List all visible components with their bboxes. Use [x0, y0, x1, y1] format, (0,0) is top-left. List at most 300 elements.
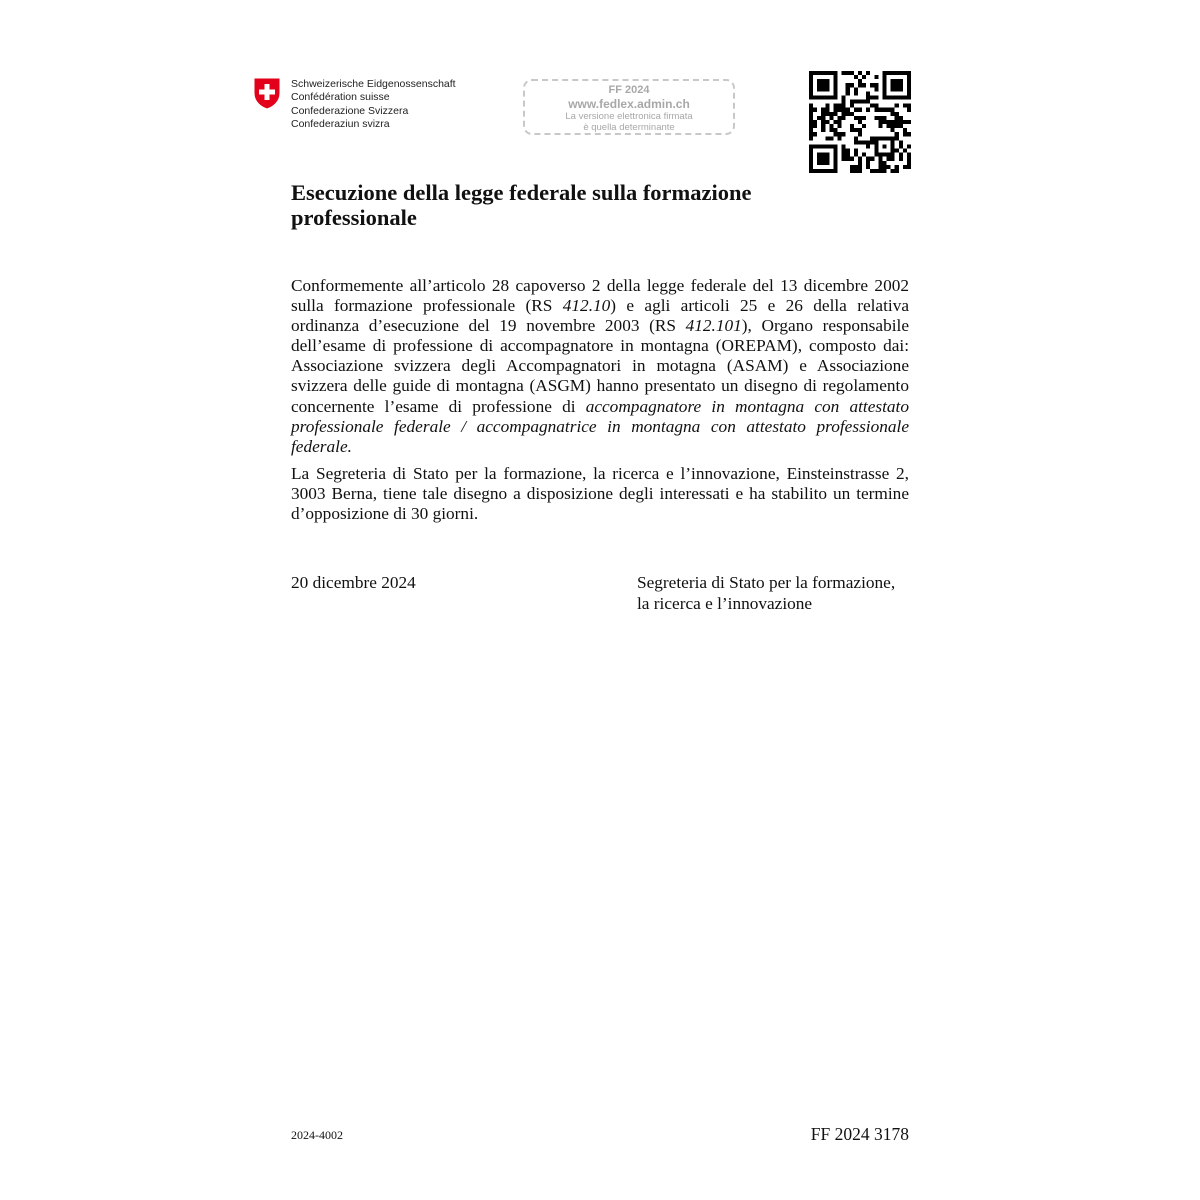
qr-module: [813, 71, 817, 75]
qr-module: [833, 104, 837, 108]
qr-module: [878, 116, 882, 120]
qr-module: [891, 108, 895, 112]
stamp-note-line2: è quella determinante: [583, 122, 675, 133]
qr-module: [817, 161, 821, 165]
qr-module: [833, 79, 837, 83]
qr-module: [817, 153, 821, 157]
qr-module: [809, 83, 813, 87]
qr-module: [882, 108, 886, 112]
qr-module: [866, 157, 870, 161]
qr-module: [821, 112, 825, 116]
qr-module: [895, 169, 899, 173]
paragraph-1: [291, 276, 909, 457]
title-line-1: Esecuzione della legge federale sulla formazione: [291, 180, 752, 205]
qr-module: [858, 100, 862, 104]
qr-module: [870, 95, 874, 99]
qr-module: [833, 144, 837, 148]
qr-module: [907, 144, 911, 148]
document-date: 20 dicembre 2024: [291, 573, 416, 592]
qr-module: [809, 116, 813, 120]
qr-module: [870, 104, 874, 108]
qr-module: [895, 149, 899, 153]
qr-module: [829, 128, 833, 132]
qr-module: [817, 157, 821, 161]
qr-module: [874, 104, 878, 108]
qr-module: [907, 95, 911, 99]
qr-module: [817, 116, 821, 120]
qr-module: [842, 100, 846, 104]
qr-module: [809, 144, 813, 148]
qr-module: [813, 108, 817, 112]
qr-module: [825, 87, 829, 91]
qr-module: [874, 83, 878, 87]
qr-module: [870, 83, 874, 87]
qr-module: [887, 124, 891, 128]
signature-block: [637, 573, 895, 614]
qr-module: [878, 120, 882, 124]
qr-module: [833, 169, 837, 173]
qr-module: [821, 120, 825, 124]
qr-module: [878, 124, 882, 128]
qr-module: [809, 87, 813, 91]
qr-module: [882, 153, 886, 157]
qr-module: [882, 79, 886, 83]
qr-module: [899, 124, 903, 128]
qr-module: [895, 87, 899, 91]
qr-module: [870, 140, 874, 144]
qr-module: [887, 136, 891, 140]
qr-module: [825, 169, 829, 173]
qr-module: [821, 108, 825, 112]
qr-module: [809, 169, 813, 173]
qr-module: [882, 136, 886, 140]
qr-module: [817, 83, 821, 87]
qr-module: [833, 95, 837, 99]
qr-module: [838, 132, 842, 136]
qr-module: [907, 104, 911, 108]
qr-module: [842, 149, 846, 153]
qr-module: [825, 120, 829, 124]
qr-module: [858, 161, 862, 165]
qr-module: [899, 153, 903, 157]
qr-module: [891, 169, 895, 173]
qr-module: [874, 169, 878, 173]
qr-module: [874, 87, 878, 91]
qr-module: [842, 157, 846, 161]
qr-module: [882, 83, 886, 87]
qr-module: [891, 153, 895, 157]
qr-module: [842, 116, 846, 120]
qr-module: [866, 165, 870, 169]
qr-module: [882, 87, 886, 91]
qr-module: [809, 79, 813, 83]
qr-module: [903, 71, 907, 75]
qr-module: [887, 165, 891, 169]
qr-module: [817, 71, 821, 75]
qr-module: [854, 100, 858, 104]
qr-module: [907, 83, 911, 87]
qr-module: [825, 95, 829, 99]
qr-module: [829, 116, 833, 120]
qr-module: [854, 165, 858, 169]
qr-module: [821, 124, 825, 128]
qr-module: [833, 153, 837, 157]
qr-module: [882, 91, 886, 95]
qr-module: [903, 132, 907, 136]
qr-module: [895, 79, 899, 83]
qr-module: [866, 161, 870, 165]
qr-module: [895, 136, 899, 140]
confederation-name-it: Confederazione Svizzera: [291, 104, 409, 117]
qr-module: [833, 132, 837, 136]
qr-module: [838, 116, 842, 120]
qr-module: [854, 169, 858, 173]
qr-module: [825, 157, 829, 161]
signature-line-1: Segreteria di Stato per la formazione,: [637, 573, 896, 592]
qr-module: [866, 140, 870, 144]
qr-module: [874, 116, 878, 120]
qr-module: [838, 108, 842, 112]
qr-module: [817, 95, 821, 99]
qr-module: [809, 136, 813, 140]
qr-module: [809, 108, 813, 112]
qr-module: [866, 95, 870, 99]
qr-module: [854, 128, 858, 132]
qr-module: [895, 112, 899, 116]
qr-module: [903, 165, 907, 169]
qr-module: [850, 165, 854, 169]
qr-module: [821, 157, 825, 161]
qr-module: [833, 161, 837, 165]
confederation-name-de: Schweizerische Eidgenossenschaft: [291, 78, 456, 90]
qr-module: [907, 132, 911, 136]
qr-module: [829, 95, 833, 99]
qr-module: [887, 153, 891, 157]
qr-module: [895, 120, 899, 124]
qr-module: [874, 144, 878, 148]
stamp-url: www.fedlex.admin.ch: [568, 97, 690, 111]
qr-module: [866, 71, 870, 75]
qr-module: [833, 108, 837, 112]
qr-module: [895, 116, 899, 120]
qr-module: [887, 108, 891, 112]
qr-module: [809, 71, 813, 75]
qr-module: [882, 161, 886, 165]
qr-module: [891, 144, 895, 148]
qr-module: [899, 71, 903, 75]
qr-module: [850, 169, 854, 173]
document-number: 2024-4002: [291, 1128, 343, 1142]
p1-text-b: ) e agli articoli 25 e 26 della relativa ordinanza d’esecuzione del 19 novembre 2003 (RS: [291, 296, 910, 336]
qr-module: [882, 144, 886, 148]
qr-module: [907, 79, 911, 83]
qr-module: [858, 169, 862, 173]
qr-module: [862, 100, 866, 104]
qr-module: [854, 136, 858, 140]
paragraph-2: La Segreteria di Stato per la formazione, la ricerca e l’innovazione, Einsteinstrasse 2, 3003 Berna, tiene tale disegno a disposizione degli interessati e ha stabilito un termine d’opposizione di 30 giorni.: [291, 463, 909, 524]
qr-module: [870, 157, 874, 161]
qr-module: [858, 108, 862, 112]
qr-module: [907, 120, 911, 124]
qr-module: [899, 120, 903, 124]
qr-module: [882, 116, 886, 120]
qr-module: [825, 79, 829, 83]
qr-module: [829, 169, 833, 173]
rs-reference-1: 412.10: [562, 296, 611, 316]
qr-module: [858, 128, 862, 132]
qr-module: [821, 128, 825, 132]
qr-module: [874, 140, 878, 144]
qr-module: [825, 71, 829, 75]
ff-reference: FF 2024 3178: [810, 1124, 909, 1144]
qr-module: [858, 157, 862, 161]
qr-module: [846, 83, 850, 87]
qr-module: [821, 161, 825, 165]
qr-module: [850, 128, 854, 132]
qr-module: [833, 87, 837, 91]
qr-module: [907, 157, 911, 161]
qr-module: [858, 132, 862, 136]
qr-module: [821, 79, 825, 83]
qr-module: [829, 124, 833, 128]
confederation-name-fr: Confédération suisse: [291, 91, 390, 104]
qr-module: [878, 161, 882, 165]
qr-module: [895, 165, 899, 169]
qr-module: [817, 87, 821, 91]
document-title: [291, 180, 911, 230]
qr-module: [891, 71, 895, 75]
qr-module: [870, 169, 874, 173]
qr-module: [817, 79, 821, 83]
qr-module: [809, 95, 813, 99]
qr-module: [862, 83, 866, 87]
document-body: [291, 276, 909, 524]
qr-module: [833, 91, 837, 95]
qr-module: [809, 165, 813, 169]
qr-module: [809, 112, 813, 116]
qr-module: [850, 100, 854, 104]
qr-module: [829, 71, 833, 75]
qr-module: [882, 75, 886, 79]
qr-module: [842, 108, 846, 112]
qr-module: [833, 120, 837, 124]
qr-module: [833, 112, 837, 116]
qr-module: [891, 136, 895, 140]
qr-module: [821, 153, 825, 157]
qr-module: [833, 75, 837, 79]
qr-module: [858, 79, 862, 83]
qr-module: [874, 95, 878, 99]
qr-module: [821, 144, 825, 148]
qr-module: [854, 91, 858, 95]
qr-module: [809, 153, 813, 157]
qr-module: [854, 149, 858, 153]
qr-module: [862, 116, 866, 120]
qr-module: [899, 116, 903, 120]
qr-module: [842, 153, 846, 157]
qr-module: [821, 71, 825, 75]
qr-module: [895, 104, 899, 108]
qr-module: [809, 149, 813, 153]
qr-module: [854, 108, 858, 112]
qr-module: [825, 112, 829, 116]
qr-module: [833, 157, 837, 161]
qr-module: [846, 71, 850, 75]
qr-module: [899, 144, 903, 148]
qr-module: [887, 120, 891, 124]
qr-module: [882, 165, 886, 169]
qr-module: [809, 161, 813, 165]
swiss-coat-of-arms-icon: [253, 77, 281, 110]
qr-module: [838, 124, 842, 128]
qr-module: [895, 83, 899, 87]
qr-module: [882, 169, 886, 173]
qr-module: [895, 124, 899, 128]
qr-module: [825, 153, 829, 157]
qr-module: [813, 132, 817, 136]
qr-module: [891, 83, 895, 87]
qr-module: [903, 128, 907, 132]
qr-module: [809, 124, 813, 128]
qr-module: [858, 116, 862, 120]
qr-module: [809, 75, 813, 79]
confederation-names: [291, 78, 456, 132]
qr-module: [825, 144, 829, 148]
qr-module: [813, 144, 817, 148]
qr-module: [866, 144, 870, 148]
qr-module: [854, 87, 858, 91]
qr-module: [854, 140, 858, 144]
qr-module: [878, 153, 882, 157]
qr-module: [809, 120, 813, 124]
qr-module: [842, 132, 846, 136]
qr-module: [842, 71, 846, 75]
qr-module: [858, 140, 862, 144]
qr-module: [878, 108, 882, 112]
qr-module: [838, 104, 842, 108]
qr-module: [891, 120, 895, 124]
qr-module: [866, 108, 870, 112]
qr-module: [891, 124, 895, 128]
qr-module: [858, 83, 862, 87]
qr-module: [821, 87, 825, 91]
qr-module: [846, 108, 850, 112]
qr-module: [874, 149, 878, 153]
title-line-2: professionale: [291, 205, 417, 230]
qr-module: [891, 112, 895, 116]
qr-module: [862, 153, 866, 157]
qr-module: [850, 104, 854, 108]
qr-module: [903, 149, 907, 153]
qr-module: [899, 157, 903, 161]
qr-module: [825, 161, 829, 165]
qr-module: [907, 153, 911, 157]
qr-module: [821, 169, 825, 173]
qr-module: [866, 100, 870, 104]
qr-module: [870, 136, 874, 140]
qr-module: [903, 104, 907, 108]
qr-module: [874, 108, 878, 112]
qr-module: [891, 128, 895, 132]
qr-module: [833, 71, 837, 75]
qr-module: [825, 83, 829, 87]
qr-module: [809, 128, 813, 132]
qr-module: [833, 83, 837, 87]
qr-module: [817, 169, 821, 173]
qr-module: [858, 71, 862, 75]
qr-module: [903, 120, 907, 124]
qr-module: [854, 153, 858, 157]
qr-module: [850, 124, 854, 128]
qr-module: [825, 136, 829, 140]
qr-module: [878, 136, 882, 140]
qr-module: [850, 112, 854, 116]
qr-module: [809, 91, 813, 95]
qr-module: [891, 157, 895, 161]
stamp-ff-year: FF 2024: [608, 84, 650, 96]
qr-module: [891, 79, 895, 83]
qr-module: [833, 128, 837, 132]
qr-module: [891, 87, 895, 91]
qr-module: [813, 124, 817, 128]
qr-module: [899, 79, 903, 83]
qr-module: [907, 108, 911, 112]
qr-module: [838, 120, 842, 124]
qr-module: [903, 95, 907, 99]
qr-module: [842, 104, 846, 108]
qr-module: [899, 140, 903, 144]
qr-module: [895, 95, 899, 99]
qr-module: [887, 71, 891, 75]
qr-module: [862, 124, 866, 128]
qr-module: [907, 87, 911, 91]
qr-module: [874, 75, 878, 79]
qr-module: [813, 95, 817, 99]
qr-module: [854, 116, 858, 120]
qr-module: [833, 165, 837, 169]
profession-name: accompagnatore in montagna con attestato professionale federale / accompagnatrice in montagna con attestato professionale federale.: [291, 396, 909, 456]
qr-module: [825, 104, 829, 108]
qr-module: [850, 157, 854, 161]
qr-module: [809, 132, 813, 136]
qr-module: [850, 71, 854, 75]
qr-module: [821, 95, 825, 99]
qr-module: [846, 153, 850, 157]
qr-module: [882, 120, 886, 124]
qr-module: [813, 169, 817, 173]
qr-module: [882, 95, 886, 99]
qr-module: [899, 87, 903, 91]
confederation-name-rm: Confederaziun svizra: [291, 118, 390, 131]
qr-module: [891, 140, 895, 144]
qr-module: [821, 116, 825, 120]
qr-module: [874, 136, 878, 140]
qr-module: [850, 83, 854, 87]
qr-module: [878, 165, 882, 169]
qr-module: [829, 136, 833, 140]
qr-module: [887, 95, 891, 99]
qr-module: [838, 136, 842, 140]
qr-module: [854, 75, 858, 79]
signature-line-2: la ricerca e l’innovazione: [637, 593, 813, 613]
qr-module: [842, 112, 846, 116]
electronic-version-stamp: [523, 79, 735, 135]
p1-text-a: Conformemente all’articolo 28 capoverso 2 della legge federale del 13 dicembre 2002 sulla formazione professionale (RS: [291, 276, 909, 316]
qr-module: [813, 120, 817, 124]
qr-module: [891, 95, 895, 99]
qr-module: [858, 120, 862, 124]
qr-module: [829, 144, 833, 148]
